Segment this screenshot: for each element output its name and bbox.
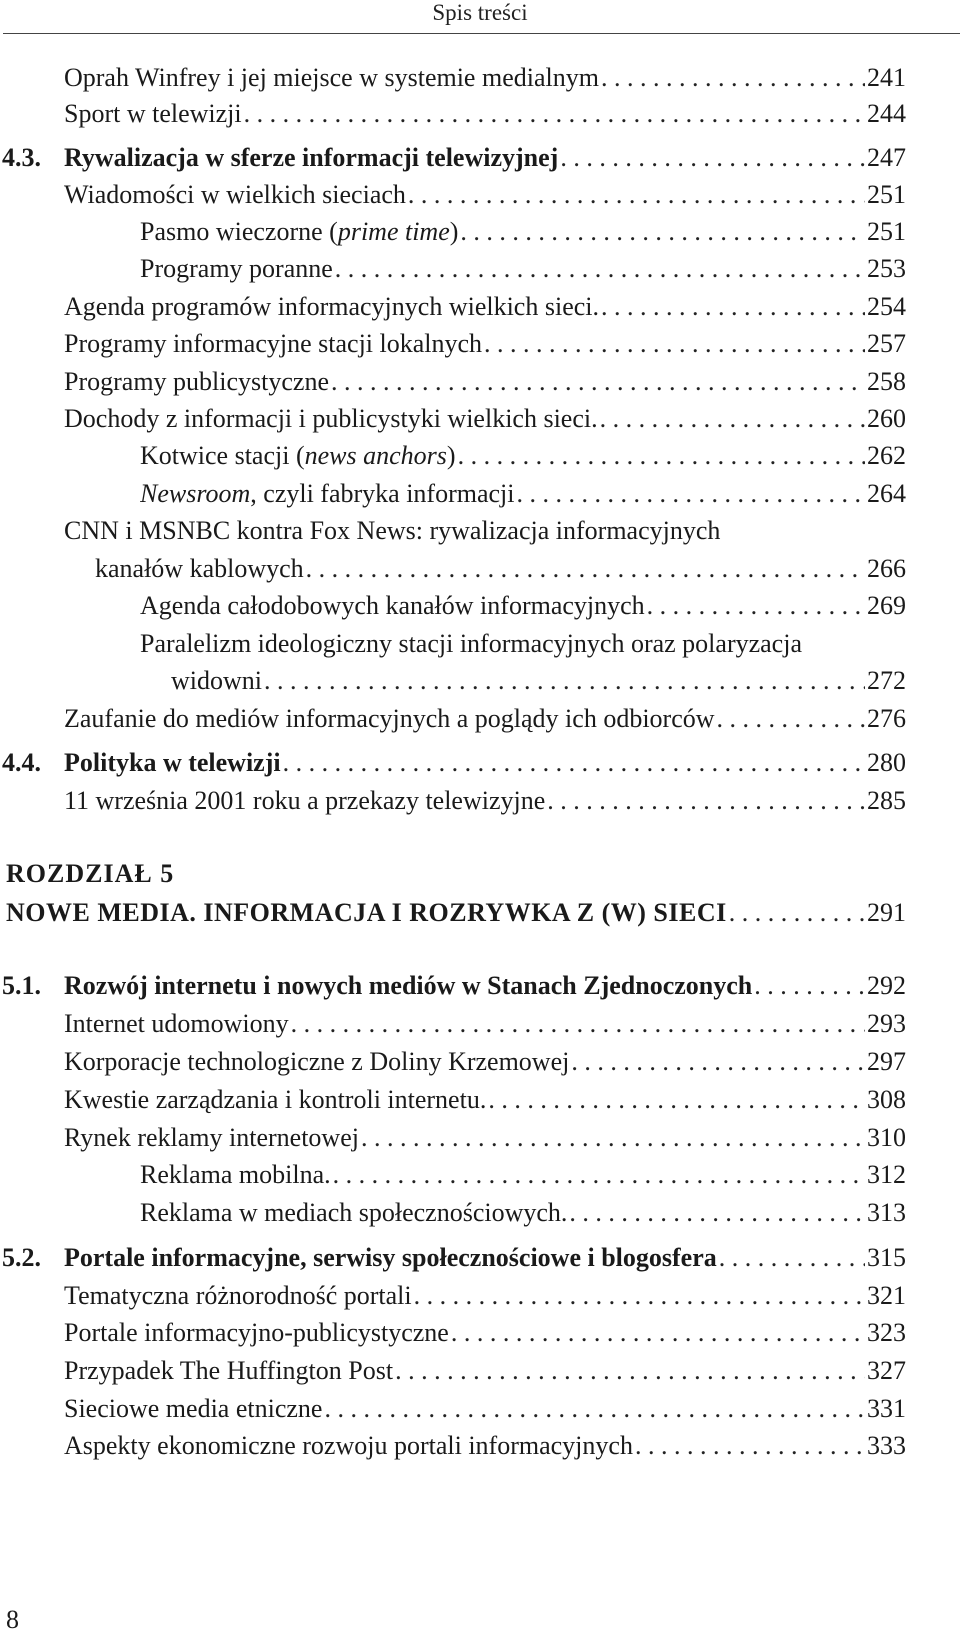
title-part: ) [446,441,456,470]
toc-entry-title: Programy publicystyczne [64,367,329,396]
toc-entry-page: 310 [867,1123,906,1152]
toc-entry[interactable] [64,289,906,325]
toc-entry[interactable] [64,1044,906,1080]
toc-entry-page: 254 [867,292,906,321]
toc-entry-title: Rywalizacja w sferze informacji telewizyjnej [64,143,559,172]
leader-dots [601,289,865,325]
leader-dots [719,1240,865,1276]
chapter-title: NOWE MEDIA. INFORMACJA I ROZRYWKA Z (W) SIECI [6,898,727,927]
leader-dots [635,1428,865,1464]
toc-entry-title [140,476,515,512]
toc-entry-title: Agenda programów informacyjnych wielkich sieci. [64,292,599,321]
toc-entry[interactable] [64,401,906,437]
leader-dots [647,588,865,624]
toc-entry-page: 333 [867,1431,906,1460]
leader-dots [306,551,865,587]
toc-entry-title: widowni [171,666,262,695]
toc-entry[interactable] [64,1006,906,1042]
toc-entry[interactable] [64,1391,906,1427]
toc-entry-title: Programy poranne [140,254,333,283]
leader-dots [361,1120,865,1156]
leader-dots [547,783,865,819]
toc-entry-page: 251 [867,217,906,246]
toc-entry-title-line[interactable]: Paralelizm ideologiczny stacji informacyjnych oraz polaryzacja [140,629,802,658]
toc-entry-title [140,438,456,474]
leader-dots [324,1391,865,1427]
leader-dots [717,701,865,737]
toc-entry-title: Sieciowe media etniczne [64,1394,323,1423]
toc-entry-title: Aspekty ekonomiczne rozwoju portali informacyjnych [64,1431,633,1460]
leader-dots [460,214,865,250]
leader-dots [729,895,865,931]
toc-entry-page: 262 [867,441,906,470]
toc-entry[interactable] [64,783,906,819]
leader-dots [264,663,865,699]
toc-entry-page: 280 [867,748,906,777]
page-number: 8 [6,1605,19,1634]
leader-dots [488,1082,865,1118]
title-part: , czyli fabryka informacji [250,479,515,508]
toc-entry-page: 266 [867,554,906,583]
toc-section-number: 5.2. [2,1243,41,1272]
leader-dots [244,96,865,132]
toc-entry[interactable] [64,177,906,213]
toc-entry-title [140,214,458,250]
toc-entry-page: 251 [867,180,906,209]
toc-entry-title: Korporacje technologiczne z Doliny Krzemowej [64,1047,570,1076]
toc-entry-title: Oprah Winfrey i jej miejsce w systemie medialnym [64,63,599,92]
toc-entry-page: 293 [867,1009,906,1038]
toc-entry-page: 297 [867,1047,906,1076]
leader-dots [283,745,865,781]
title-part: Kotwice stacji ( [140,441,305,470]
leader-dots [569,1195,865,1231]
toc-entry[interactable] [64,1315,906,1351]
chapter-label: ROZDZIAŁ 5 [6,859,175,888]
toc-entry-title: Reklama w mediach społecznościowych. [140,1198,568,1227]
toc-subentry[interactable] [140,214,906,250]
toc-entry-title: Reklama mobilna. [140,1160,331,1189]
toc-entry-page: 276 [867,704,906,733]
toc-entry-page: 313 [867,1198,906,1227]
running-header: Spis treści [432,0,528,25]
toc-subentry[interactable] [140,588,906,624]
toc-entry-title: kanałów kablowych [95,554,304,583]
toc-entry[interactable] [64,1082,906,1118]
toc-entry-title: Rozwój internetu i nowych mediów w Stanach Zjednoczonych [64,971,753,1000]
toc-entry-title: Polityka w telewizji [64,748,281,777]
toc-entry[interactable] [64,96,906,132]
toc-entry[interactable] [64,1278,906,1314]
toc-entry[interactable] [64,701,906,737]
leader-dots [458,438,865,474]
toc-entry-page: 253 [867,254,906,283]
leader-dots [560,140,865,176]
toc-subentry[interactable] [140,438,906,474]
toc-entry[interactable] [64,60,906,96]
toc-entry-page: 308 [867,1085,906,1114]
toc-section-number: 4.4. [2,748,41,777]
leader-dots [395,1353,865,1389]
toc-entry-title: Sport w telewizji [64,99,242,128]
toc-section-entry[interactable] [2,745,906,781]
title-italic: prime time [337,217,450,246]
toc-entry-page: 323 [867,1318,906,1347]
leader-dots [754,968,865,1004]
toc-entry-title: Wiadomości w wielkich sieciach [64,180,406,209]
title-italic: news anchors [304,441,447,470]
toc-entry-page: 285 [867,786,906,815]
toc-entry-continuation[interactable] [171,663,906,699]
leader-dots [600,401,865,437]
toc-entry-title: Tematyczna różnorodność portali [64,1281,412,1310]
header-rule [3,33,960,34]
toc-section-entry[interactable] [2,968,906,1004]
leader-dots [335,251,865,287]
toc-entry[interactable] [64,1120,906,1156]
toc-entry[interactable] [64,1428,906,1464]
toc-entry-page: 291 [867,898,906,927]
toc-entry-page: 241 [867,63,906,92]
toc-entry-title: Rynek reklamy internetowej [64,1123,359,1152]
toc-entry-page: 244 [867,99,906,128]
toc-section-entry[interactable] [2,140,906,176]
leader-dots [291,1006,865,1042]
toc-entry-title: Przypadek The Huffington Post [64,1356,394,1385]
toc-section-number: 5.1. [2,971,41,1000]
leader-dots [451,1315,865,1351]
leader-dots [331,364,865,400]
title-part: Pasmo wieczorne ( [140,217,338,246]
leader-dots [517,476,866,512]
toc-entry-title: Internet udomowiony [64,1009,289,1038]
toc-subentry[interactable] [140,476,906,512]
toc-subentry[interactable] [140,251,906,287]
toc-entry-page: 327 [867,1356,906,1385]
toc-entry-page: 260 [867,404,906,433]
toc-entry-title: 11 września 2001 roku a przekazy telewizyjne [64,786,546,815]
toc-entry-title: Portale informacyjno-publicystyczne [64,1318,449,1347]
toc-entry-page: 292 [867,971,906,1000]
toc-entry-title: Portale informacyjne, serwisy społecznościowe i blogosfera [64,1243,717,1272]
toc-subentry[interactable] [140,1157,906,1193]
leader-dots [571,1044,865,1080]
toc-entry-title: Dochody z informacji i publicystyki wielkich sieci. [64,404,598,433]
toc-section-entry[interactable] [2,1240,906,1276]
toc-entry[interactable] [64,1353,906,1389]
toc-entry-page: 315 [867,1243,906,1272]
leader-dots [408,177,865,213]
chapter-title-entry[interactable] [6,895,906,931]
toc-entry-title: Zaufanie do mediów informacyjnych a poglądy ich odbiorców [64,704,715,733]
toc-entry[interactable] [64,364,906,400]
leader-dots [484,326,865,362]
leader-dots [333,1157,865,1193]
toc-entry-title: Agenda całodobowych kanałów informacyjnych [140,591,645,620]
toc-entry[interactable] [64,326,906,362]
toc-entry-page: 264 [867,479,906,508]
toc-entry-page: 269 [867,591,906,620]
toc-entry-page: 257 [867,329,906,358]
toc-entry-title: Kwestie zarządzania i kontroli internetu. [64,1085,487,1114]
toc-entry-continuation[interactable] [95,551,906,587]
toc-entry-page: 331 [867,1394,906,1423]
title-italic: Newsroom [140,479,251,508]
toc-entry-title: Programy informacyjne stacji lokalnych [64,329,483,358]
title-part: ) [449,217,459,246]
toc-entry-page: 272 [867,666,906,695]
toc-subentry[interactable] [140,1195,906,1231]
toc-entry-page: 247 [867,143,906,172]
leader-dots [601,60,865,96]
toc-entry-page: 312 [867,1160,906,1189]
leader-dots [414,1278,865,1314]
toc-entry-page: 258 [867,367,906,396]
toc-entry-title-line[interactable]: CNN i MSNBC kontra Fox News: rywalizacja informacyjnych [64,516,721,545]
toc-section-number: 4.3. [2,143,41,172]
toc-entry-page: 321 [867,1281,906,1310]
